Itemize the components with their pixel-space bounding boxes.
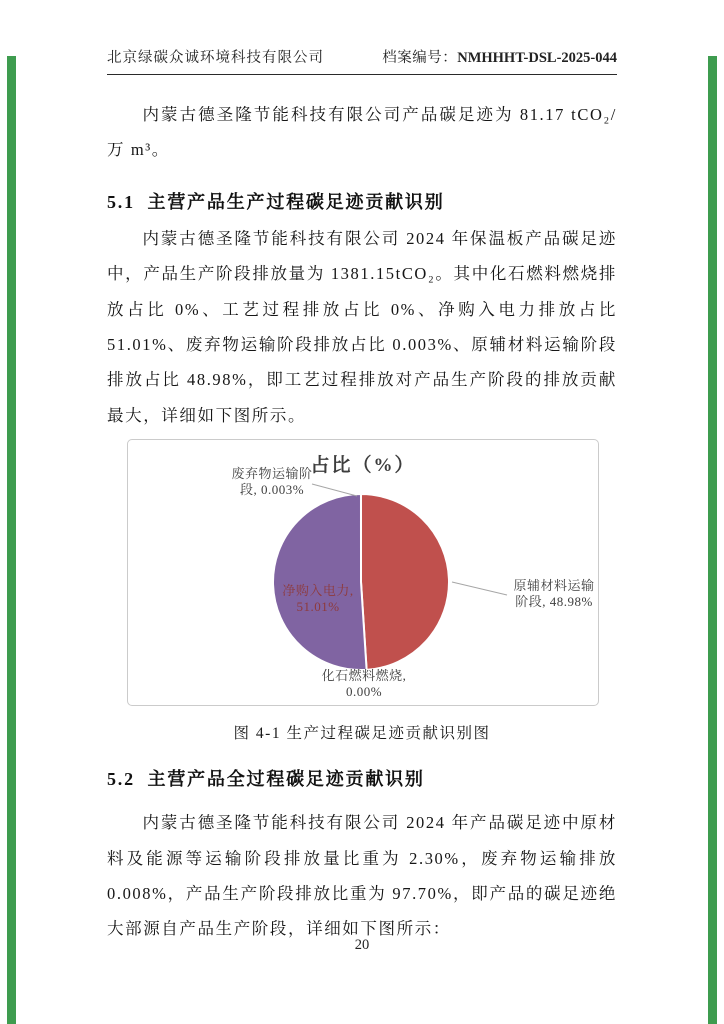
- right-accent-bar: [708, 56, 717, 1024]
- pie-label-waste-transport: 废弃物运输阶 段, 0.003%: [231, 466, 313, 498]
- leader-line-materials: [452, 582, 507, 595]
- pie-chart-figure: [127, 439, 599, 706]
- page-number: 20: [354, 937, 370, 953]
- chart-title: 占比（%）: [310, 455, 416, 477]
- section-5-1-heading: 5.1 主营产品生产过程碳足迹贡献识别: [107, 191, 445, 212]
- pie-label-raw-materials: 原辅材料运输 阶段, 48.98%: [513, 578, 595, 610]
- pie-slice: [361, 494, 449, 670]
- pie-label-fossil-fuel: 化石燃料燃烧, 0.00%: [321, 668, 407, 700]
- section-5-2-paragraph: 内蒙古德圣隆节能科技有限公司 2024 年产品碳足迹中原材料及能源等运输阶段排放量比重为 2.30%，废弃物运输排放 0.008%，产品生产阶段排放比重为 97.70%，即产品的碳足迹绝大部源自产品生产阶段，详细如下图所示：: [107, 813, 617, 939]
- left-accent-bar: [7, 56, 16, 1024]
- section-5-2-heading: 5.2 主营产品全过程碳足迹贡献识别: [107, 769, 425, 790]
- pie-chart: [128, 440, 598, 705]
- document-page: [107, 0, 617, 947]
- header-company: 北京绿碳众诚环境科技有限公司: [107, 50, 324, 66]
- page-header: [107, 0, 617, 75]
- figure-caption: 图 4-1 生产过程碳足迹贡献识别图: [233, 725, 491, 743]
- pie-slice: [273, 494, 367, 670]
- header-archive-number: 档案编号：NMHHHT-DSL-2025-044: [382, 50, 617, 66]
- intro-paragraph: 内蒙古德圣隆节能科技有限公司产品碳足迹为 81.17 tCO₂/万 m³。: [107, 105, 617, 160]
- pie-label-purchased-electricity: 净购入电力, 51.01%: [282, 583, 354, 615]
- section-5-1-paragraph: 内蒙古德圣隆节能科技有限公司 2024 年保温板产品碳足迹中，产品生产阶段排放量为 1381.15tCO₂。其中化石燃料燃烧排放占比 0%、工艺过程排放占比 0%、净购入电力排放占比 51.01%、废弃物运输阶段排放占比 0.003%、原辅材料运输阶段排放占比 48.98%，即工艺过程排放对产品生产阶段的排放贡献最大，详细如下图所示。: [107, 228, 617, 425]
